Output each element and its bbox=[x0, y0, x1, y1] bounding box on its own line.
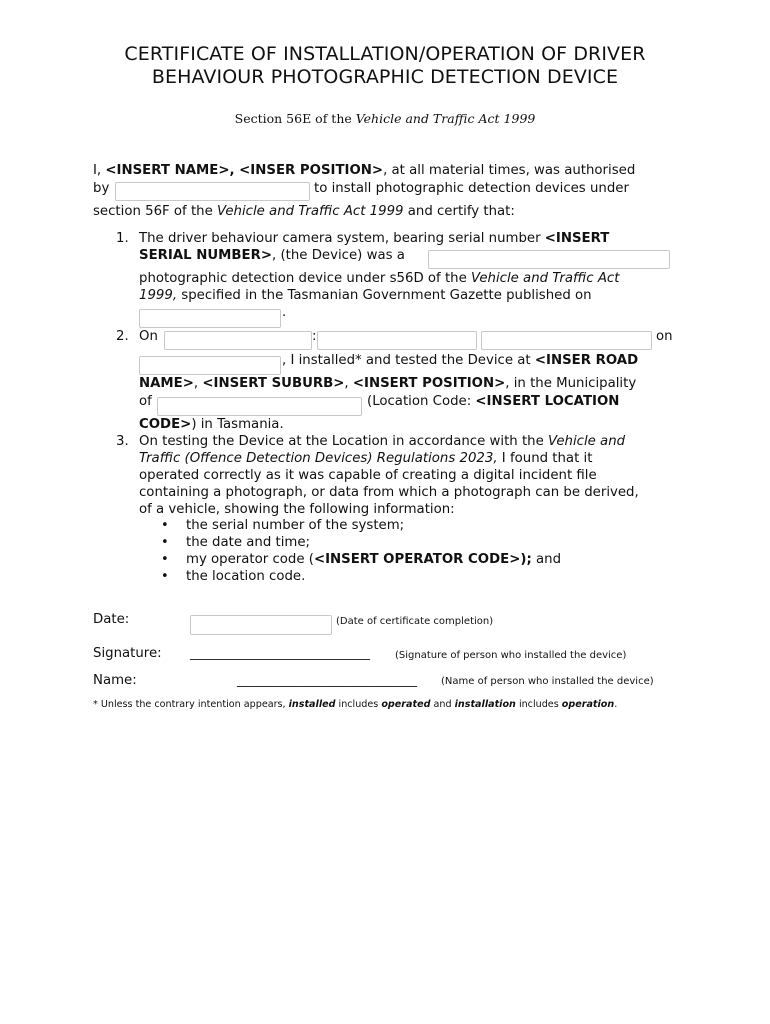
name-line[interactable]: ______________________________ bbox=[237, 673, 417, 687]
device-type-field[interactable] bbox=[428, 250, 670, 269]
bullet-glyph: • bbox=[161, 569, 169, 584]
item-3-line-3: operated correctly as it was capable of creating a digital incident file bbox=[139, 468, 597, 483]
install-ampm-field[interactable] bbox=[481, 331, 652, 350]
item-3-number: 3. bbox=[116, 434, 129, 449]
bullet-glyph: • bbox=[161, 535, 169, 550]
bullet-operator-code: my operator code (<INSERT OPERATOR CODE>); and bbox=[186, 552, 562, 567]
municipality-field[interactable] bbox=[157, 397, 362, 416]
item-2-on: On bbox=[139, 329, 158, 344]
item-2-of: of bbox=[139, 394, 152, 409]
intro-line-1: I, <INSERT NAME>, <INSER POSITION>, at all material times, was authorised bbox=[93, 163, 636, 178]
item-3-line-1: On testing the Device at the Location in accordance with the Vehicle and bbox=[139, 434, 626, 449]
item-2-line-3: NAME>, <INSERT SUBURB>, <INSERT POSITION>, in the Municipality bbox=[139, 376, 637, 391]
signature-note: (Signature of person who installed the device) bbox=[395, 650, 627, 661]
intro-line-2-by: by bbox=[93, 181, 110, 196]
bullet-glyph: • bbox=[161, 552, 169, 567]
item-1-period: . bbox=[282, 305, 287, 320]
certificate-date-field[interactable] bbox=[190, 615, 332, 635]
date-note: (Date of certificate completion) bbox=[336, 616, 494, 627]
install-date-field[interactable] bbox=[139, 356, 281, 375]
install-minute-field[interactable] bbox=[317, 331, 477, 350]
bullet-date-time: the date and time; bbox=[186, 535, 311, 550]
item-1-line-1: The driver behaviour camera system, bearing serial number <INSERT bbox=[139, 231, 610, 246]
intro-line-2-rest: to install photographic detection devices under bbox=[314, 181, 629, 196]
item-1-number: 1. bbox=[116, 231, 129, 246]
item-2-on-2: on bbox=[656, 329, 673, 344]
item-3-line-4: containing a photograph, or data from which a photograph can be derived, bbox=[139, 485, 639, 500]
item-3-line-5: of a vehicle, showing the following information: bbox=[139, 502, 455, 517]
bullet-glyph: • bbox=[161, 518, 169, 533]
subtitle-act-name: Vehicle and Traffic Act 1999 bbox=[355, 111, 536, 126]
intro-line-3: section 56F of the Vehicle and Traffic Act 1999 and certify that: bbox=[93, 204, 515, 219]
signature-line[interactable]: ______________________________ bbox=[190, 646, 370, 660]
item-2-number: 2. bbox=[116, 329, 129, 344]
gazette-date-field[interactable] bbox=[139, 309, 281, 328]
name-note: (Name of person who installed the device) bbox=[441, 676, 654, 687]
item-3-line-2: Traffic (Offence Detection Devices) Regulations 2023, I found that it bbox=[139, 451, 593, 466]
name-label: Name: bbox=[93, 673, 137, 688]
subtitle-prefix: Section 56E of the bbox=[234, 111, 356, 126]
bullet-location-code: the location code. bbox=[186, 569, 306, 584]
item-2-line-2: , I installed* and tested the Device at <INSER ROAD bbox=[282, 353, 639, 368]
time-colon: : bbox=[312, 329, 317, 344]
item-1-line-2: SERIAL NUMBER>, (the Device) was a bbox=[139, 248, 405, 263]
signature-label: Signature: bbox=[93, 646, 162, 661]
item-2-line-4: (Location Code: <INSERT LOCATION bbox=[367, 394, 620, 409]
bullet-serial-number: the serial number of the system; bbox=[186, 518, 405, 533]
subtitle bbox=[0, 111, 770, 126]
date-label: Date: bbox=[93, 612, 130, 627]
item-1-line-3: photographic detection device under s56D of the Vehicle and Traffic Act bbox=[139, 271, 620, 286]
authorised-by-field[interactable] bbox=[115, 182, 310, 201]
footnote: * Unless the contrary intention appears, installed includes operated and installation includes operation. bbox=[93, 699, 618, 710]
item-1-line-4: 1999, specified in the Tasmanian Government Gazette published on bbox=[139, 288, 592, 303]
item-2-line-5: CODE>) in Tasmania. bbox=[139, 417, 284, 432]
install-hour-field[interactable] bbox=[164, 331, 312, 350]
certificate-title-line-2: BEHAVIOUR PHOTOGRAPHIC DETECTION DEVICE bbox=[151, 66, 619, 88]
certificate-title-line-1: CERTIFICATE OF INSTALLATION/OPERATION OF DRIVER bbox=[124, 43, 646, 65]
insert-name-position: <INSERT NAME>, <INSER POSITION> bbox=[105, 163, 384, 178]
